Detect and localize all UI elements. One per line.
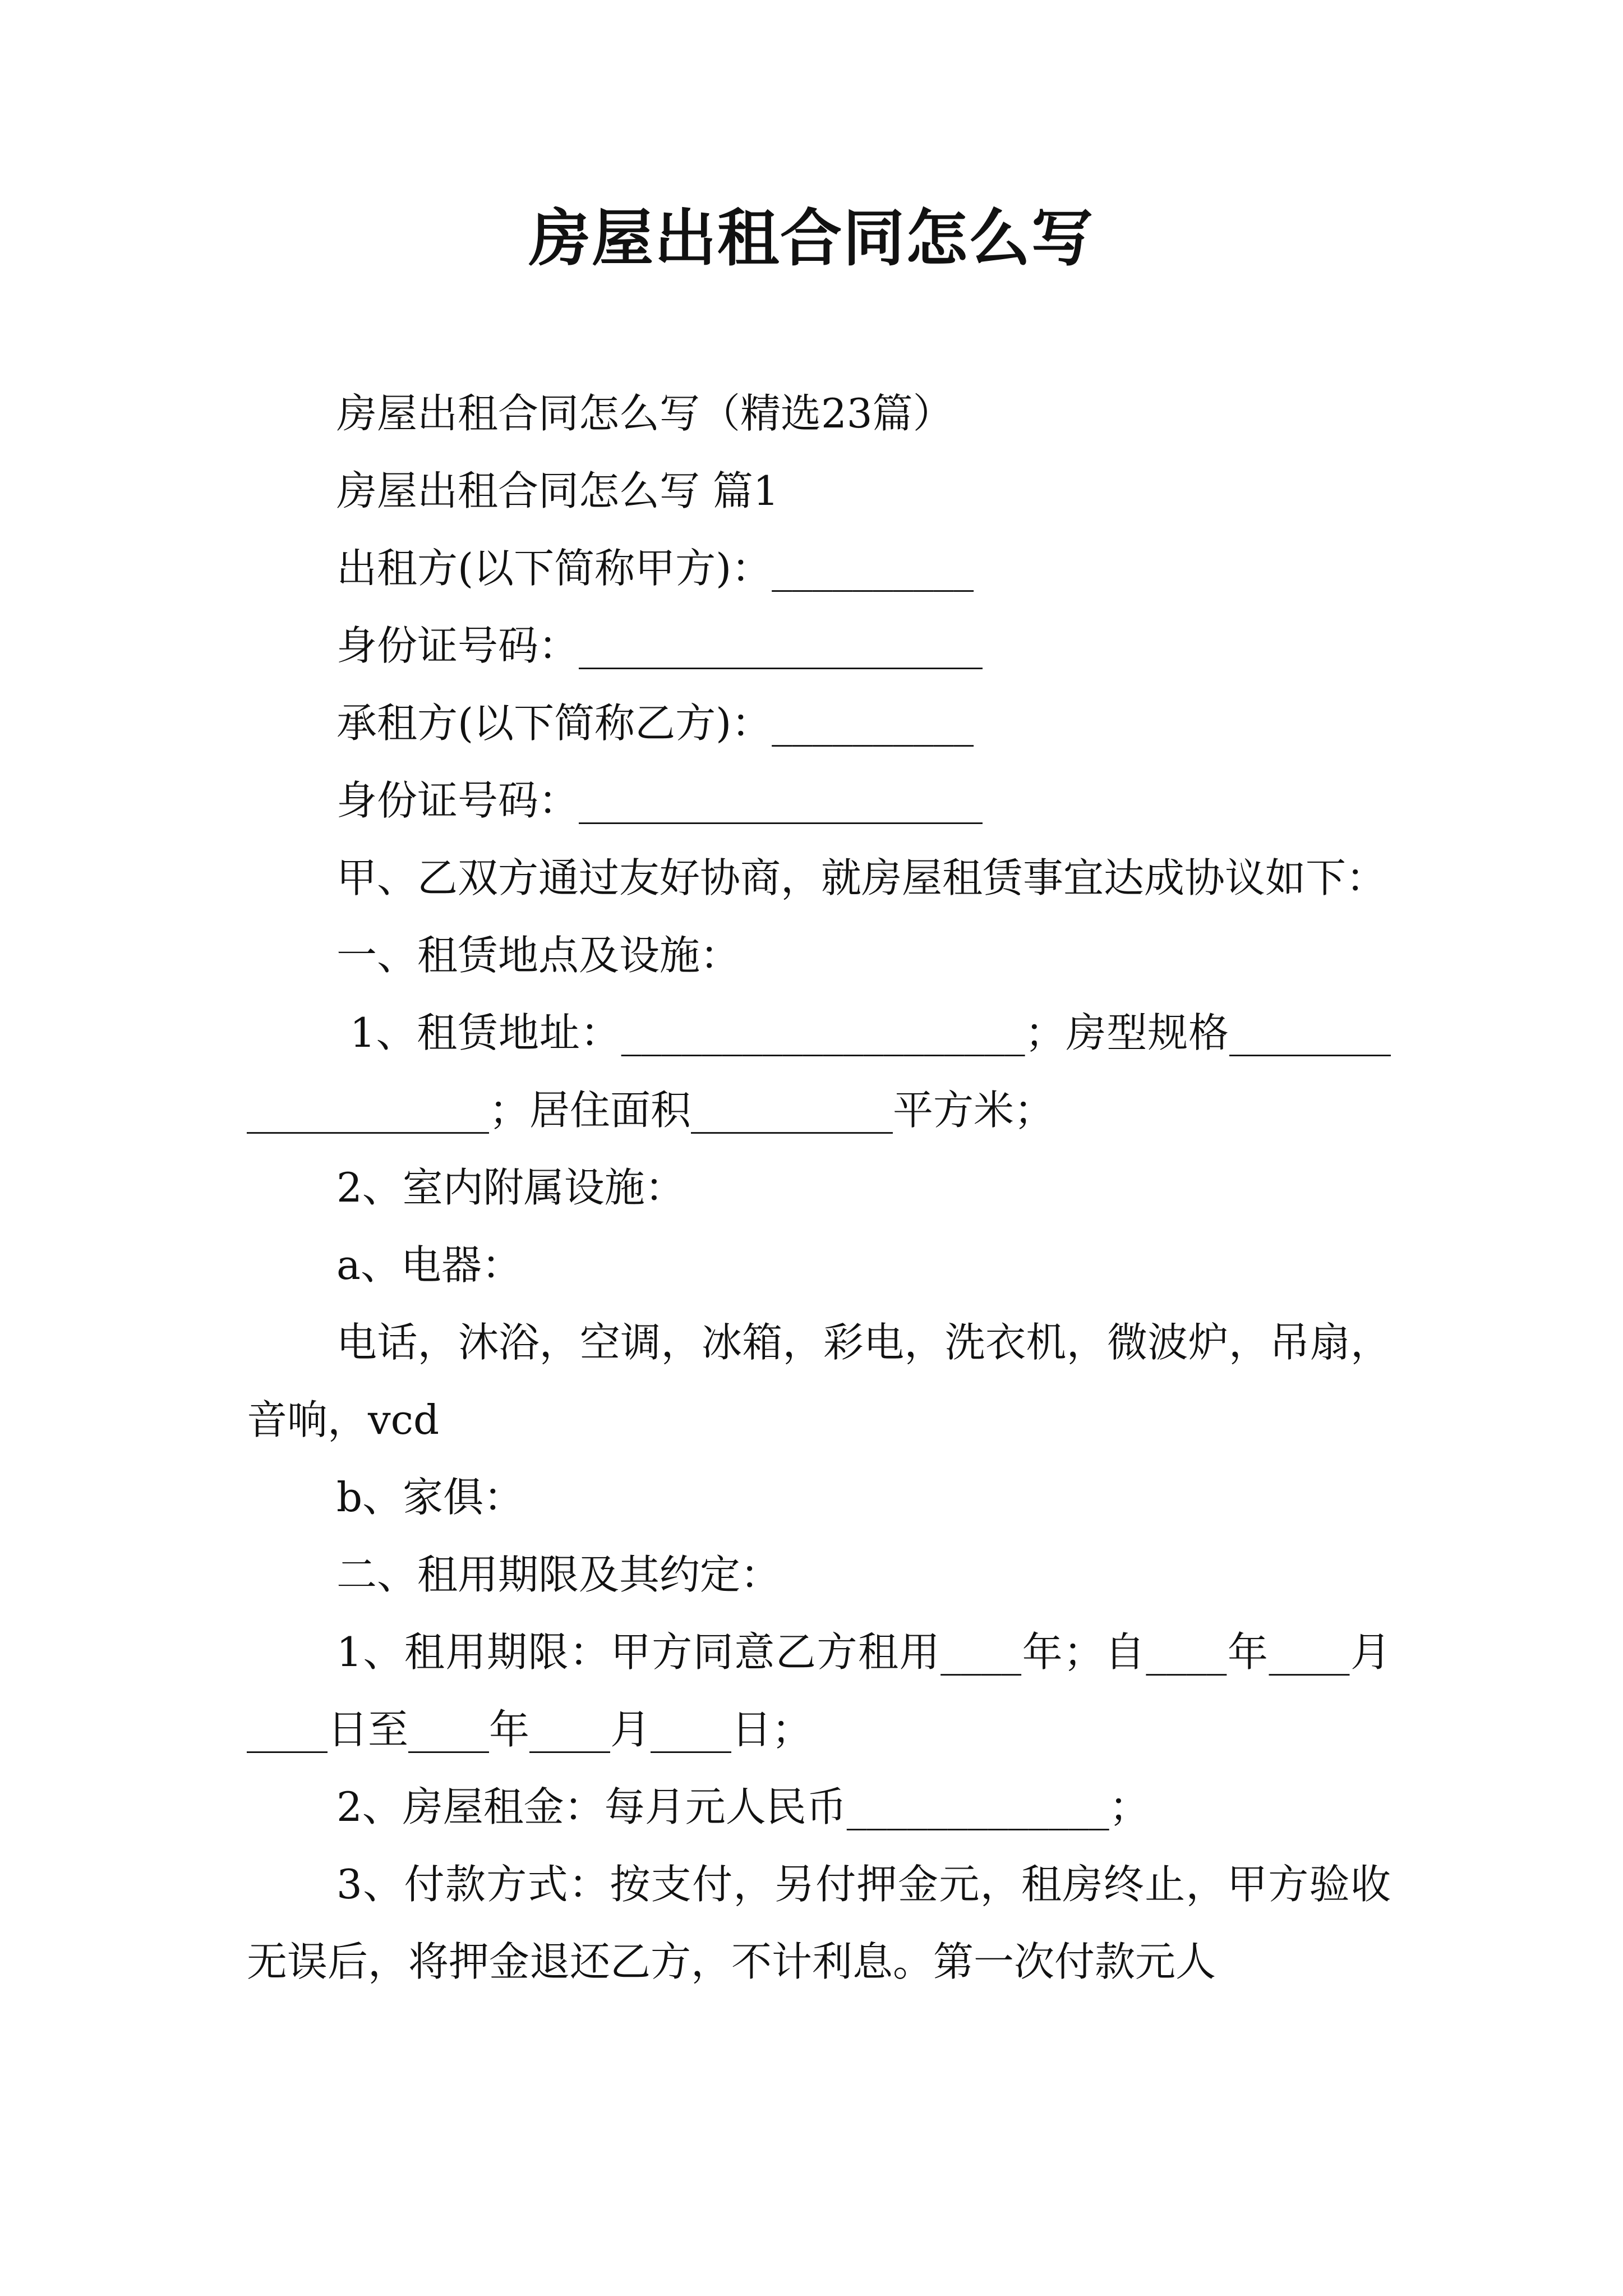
paragraph-lessor-id: 身份证号码：____________________ bbox=[336, 622, 983, 669]
document-title: 房屋出租合同怎么写 bbox=[529, 202, 1094, 274]
paragraph-lease-term: 1、租用期限：甲方同意乙方租用____年；自____年____月____日至____年____月____日； bbox=[247, 1628, 1391, 1753]
paragraph-rental-address: 1、租赁地址：____________________；房型规格____________________；居住面积__________平方米； bbox=[247, 1009, 1391, 1134]
paragraph-facilities-heading: 2、室内附属设施： bbox=[336, 1164, 685, 1211]
paragraph-agreement-intro: 甲、乙双方通过友好协商，就房屋租赁事宜达成协议如下： bbox=[336, 854, 1387, 901]
paragraph-section-heading: 房屋出租合同怎么写 篇1 bbox=[336, 467, 779, 514]
paragraph-lessor: 出租方(以下简称甲方)：__________ bbox=[336, 545, 974, 592]
paragraph-appliances-heading: a、电器： bbox=[336, 1241, 522, 1289]
paragraph-payment-method: 3、付款方式：按支付，另付押金元，租房终止，甲方验收无误后，将押金退还乙方，不计利息。第一次付款元人 bbox=[247, 1861, 1391, 1985]
paragraph-subtitle: 房屋出租合同怎么写（精选23篇） bbox=[336, 390, 953, 437]
paragraph-furniture-heading: b、家俱： bbox=[336, 1474, 524, 1521]
paragraph-lessee: 承租方(以下简称乙方)：__________ bbox=[336, 700, 974, 747]
paragraph-clause-2-heading: 二、租用期限及其约定： bbox=[336, 1551, 781, 1598]
document-body bbox=[247, 375, 1391, 2000]
paragraph-rent: 2、房屋租金：每月元人民币_____________； bbox=[336, 1783, 1150, 1830]
paragraph-clause-1-heading: 一、租赁地点及设施： bbox=[336, 932, 741, 979]
paragraph-appliances-list: 电话，沐浴，空调，冰箱，彩电，洗衣机，微波炉，吊扇，音响，vcd bbox=[247, 1319, 1391, 1443]
paragraph-lessee-id: 身份证号码：____________________ bbox=[336, 777, 983, 824]
